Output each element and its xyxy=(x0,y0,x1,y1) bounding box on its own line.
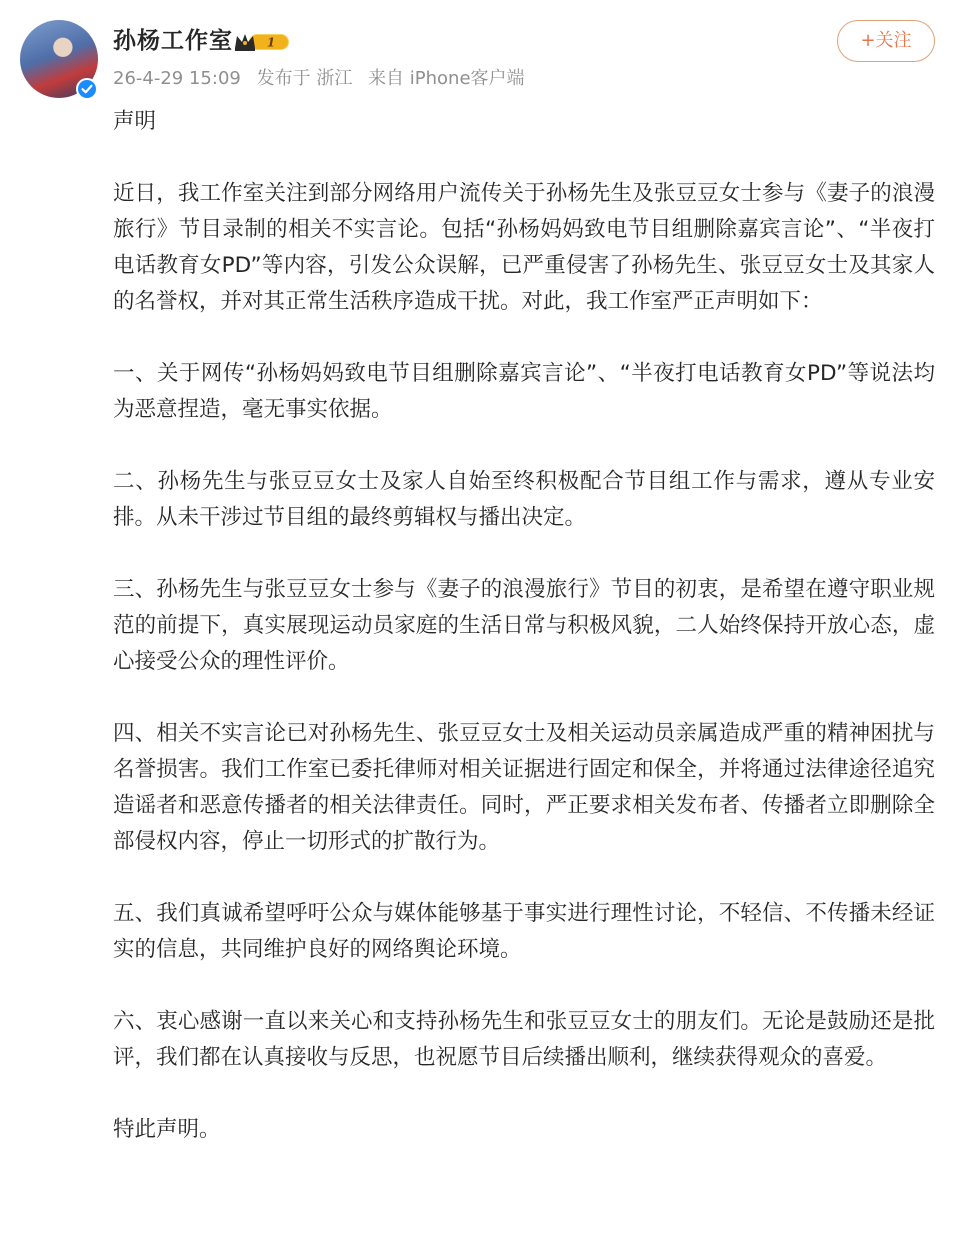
level-number: 1 xyxy=(266,35,276,50)
statement-paragraph-2: 二、孙杨先生与张豆豆女士及家人自始至终积极配合节目组工作与需求，遵从专业安排。从未干涉过节目组的最终剪辑权与播出决定。 xyxy=(113,469,935,530)
statement-paragraph-5: 五、我们真诚希望呼吁公众与媒体能够基于事实进行理性讨论，不轻信、不传播未经证实的信息，共同维护良好的网络舆论环境。 xyxy=(113,901,935,962)
statement-paragraph-6: 六、衷心感谢一直以来关心和支持孙杨先生和张豆豆女士的朋友们。无论是鼓励还是批评，我们都在认真接收与反思，也祝愿节目后续播出顺利，继续获得观众的喜爱。 xyxy=(113,1009,935,1070)
post-header xyxy=(0,0,960,110)
statement-paragraph-4: 四、相关不实言论已对孙杨先生、张豆豆女士及相关运动员亲属造成严重的精神困扰与名誉损害。我们工作室已委托律师对相关证据进行固定和保全，并将通过法律途径追究造谣者和恶意传播者的相关法律责任。同时，严正要求相关发布者、传播者立即删除全部侵权内容，停止一切形式的扩散行为。 xyxy=(113,721,935,854)
post-location: 发布于 浙江 xyxy=(256,68,353,89)
username[interactable]: 孙杨工作室 xyxy=(113,28,233,54)
statement-paragraph-3: 三、孙杨先生与张豆豆女士参与《妻子的浪漫旅行》节目的初衷，是希望在遵守职业规范的前提下，真实展现运动员家庭的生活日常与积极风貌，二人始终保持开放心态，虚心接受公众的理性评价。 xyxy=(113,577,935,674)
statement-paragraph-intro: 近日，我工作室关注到部分网络用户流传关于孙杨先生及张豆豆女士参与《妻子的浪漫旅行》节目录制的相关不实言论。包括“孙杨妈妈致电节目组删除嘉宾言论”、“半夜打电话教育女PD”等内容，引发公众误解，已严重侵害了孙杨先生、张豆豆女士及其家人的名誉权，并对其正常生活秩序造成干扰。对此，我工作室严正声明如下： xyxy=(113,181,935,314)
follow-button[interactable]: +关注 xyxy=(837,20,935,62)
statement-closing: 特此声明。 xyxy=(113,1117,221,1142)
post-meta xyxy=(113,66,535,92)
verified-icon xyxy=(76,78,98,100)
post-content xyxy=(113,104,935,1184)
post-source: 来自 iPhone客户端 xyxy=(368,68,525,89)
statement-title: 声明 xyxy=(113,109,157,134)
crown-level-icon[interactable] xyxy=(233,30,291,54)
post-time: 26-4-29 15:09 xyxy=(113,68,241,89)
statement-paragraph-1: 一、关于网传“孙杨妈妈致电节目组删除嘉宾言论”、“半夜打电话教育女PD”等说法均为恶意捏造，毫无事实依据。 xyxy=(113,361,935,422)
